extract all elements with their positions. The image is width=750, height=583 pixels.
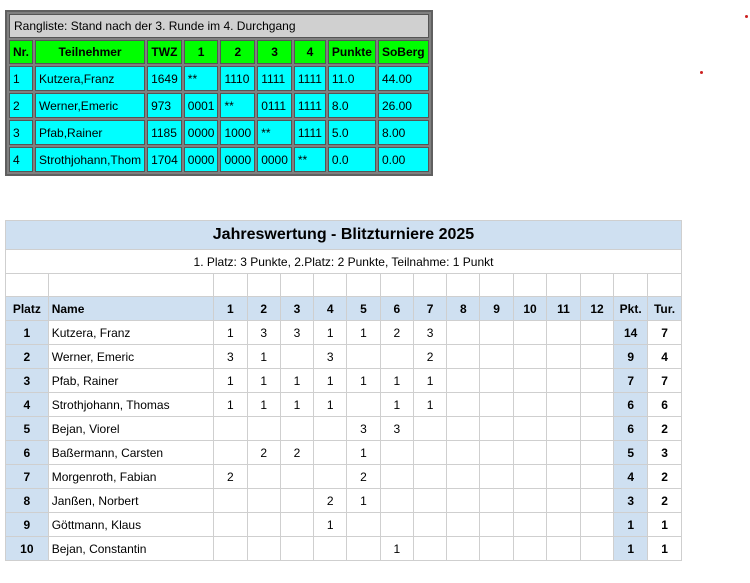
jahreswertung-header-cell: 5 [347, 297, 380, 321]
score-cell [480, 441, 513, 465]
jahreswertung-header-row [6, 297, 682, 321]
blank-row [6, 274, 682, 297]
jahreswertung-row [6, 537, 682, 561]
score-cell: 1 [413, 369, 446, 393]
score-cell [580, 441, 614, 465]
rangliste-row [9, 147, 429, 172]
jahreswertung-row [6, 369, 682, 393]
jahreswertung-header-cell: 6 [380, 297, 413, 321]
jahreswertung-row [6, 321, 682, 345]
score-cell [447, 417, 480, 441]
jahreswertung-header-cell: 10 [513, 297, 547, 321]
score-cell: 1 [247, 393, 280, 417]
score-cell [447, 489, 480, 513]
points-cell: 1 [614, 513, 648, 537]
score-cell [513, 537, 547, 561]
blank-cell [447, 274, 480, 297]
rangliste-row [9, 93, 429, 118]
rangliste-cell: 0001 [184, 93, 219, 118]
platz-cell: 6 [6, 441, 49, 465]
player-name: Kutzera, Franz [48, 321, 214, 345]
rangliste-cell: Werner,Emeric [35, 93, 145, 118]
blank-cell [6, 274, 49, 297]
score-cell: 1 [314, 369, 347, 393]
score-cell: 1 [413, 393, 446, 417]
score-cell [547, 513, 580, 537]
score-cell [513, 393, 547, 417]
score-cell [513, 465, 547, 489]
score-cell: 2 [280, 441, 313, 465]
score-cell: 3 [247, 321, 280, 345]
jahreswertung-row [6, 465, 682, 489]
blank-cell [280, 274, 313, 297]
platz-cell: 5 [6, 417, 49, 441]
platz-cell: 9 [6, 513, 49, 537]
rangliste-header-cell: 2 [220, 40, 255, 64]
platz-cell: 10 [6, 537, 49, 561]
tournaments-cell: 4 [648, 345, 682, 369]
points-cell: 5 [614, 441, 648, 465]
points-cell: 6 [614, 417, 648, 441]
rangliste-header-row [9, 40, 429, 64]
tournaments-cell: 2 [648, 465, 682, 489]
jahreswertung-header-cell: 4 [314, 297, 347, 321]
score-cell [580, 369, 614, 393]
jahreswertung-header-cell: 3 [280, 297, 313, 321]
score-cell [547, 417, 580, 441]
score-cell [447, 537, 480, 561]
score-cell [513, 321, 547, 345]
rangliste-cell: 1185 [147, 120, 182, 145]
rangliste-header-cell: 3 [257, 40, 292, 64]
score-cell [513, 369, 547, 393]
score-cell [480, 417, 513, 441]
blank-cell [314, 274, 347, 297]
blank-cell [513, 274, 547, 297]
score-cell [447, 369, 480, 393]
jahreswertung-subtitle: 1. Platz: 3 Punkte, 2.Platz: 2 Punkte, Teilnahme: 1 Punkt [6, 250, 682, 274]
points-cell: 1 [614, 537, 648, 561]
tournaments-cell: 1 [648, 537, 682, 561]
platz-cell: 3 [6, 369, 49, 393]
rangliste-cell: 11.0 [328, 66, 376, 91]
score-cell [247, 513, 280, 537]
rangliste-cell: 0000 [220, 147, 255, 172]
score-cell [347, 393, 380, 417]
rangliste-cell: 1 [9, 66, 33, 91]
score-cell: 1 [380, 369, 413, 393]
rangliste-header-cell: Nr. [9, 40, 33, 64]
rangliste-cell: 1110 [220, 66, 255, 91]
rangliste-header-cell: TWZ [147, 40, 182, 64]
player-name: Morgenroth, Fabian [48, 465, 214, 489]
rangliste-cell: 1704 [147, 147, 182, 172]
score-cell: 3 [314, 345, 347, 369]
score-cell [380, 489, 413, 513]
score-cell [547, 537, 580, 561]
player-name: Baßermann, Carsten [48, 441, 214, 465]
tournaments-cell: 6 [648, 393, 682, 417]
rangliste-cell: 0111 [257, 93, 292, 118]
rangliste-cell: Strothjohann,Thom [35, 147, 145, 172]
score-cell [513, 417, 547, 441]
rangliste-cell: ** [184, 66, 219, 91]
blank-cell [614, 274, 648, 297]
jahreswertung-header-cell: 12 [580, 297, 614, 321]
jahreswertung-header-cell: 1 [214, 297, 247, 321]
rangliste-cell: 1111 [294, 66, 326, 91]
rangliste-cell: 2 [9, 93, 33, 118]
jahreswertung-header-cell: Tur. [648, 297, 682, 321]
score-cell: 1 [214, 321, 247, 345]
rangliste-header-cell: Punkte [328, 40, 376, 64]
score-cell: 3 [347, 417, 380, 441]
rangliste-header-cell: SoBerg [378, 40, 429, 64]
score-cell: 1 [380, 537, 413, 561]
blank-cell [214, 274, 247, 297]
rangliste-cell: 26.00 [378, 93, 429, 118]
blank-cell [247, 274, 280, 297]
player-name: Göttmann, Klaus [48, 513, 214, 537]
score-cell [314, 537, 347, 561]
score-cell [314, 465, 347, 489]
player-name: Bejan, Constantin [48, 537, 214, 561]
score-cell: 1 [347, 369, 380, 393]
score-cell [580, 513, 614, 537]
score-cell: 1 [247, 369, 280, 393]
score-cell [447, 321, 480, 345]
score-cell: 1 [347, 321, 380, 345]
platz-cell: 8 [6, 489, 49, 513]
jahreswertung-title: Jahreswertung - Blitzturniere 2025 [6, 221, 682, 250]
blank-cell [547, 274, 580, 297]
jahreswertung-row [6, 513, 682, 537]
player-name: Strothjohann, Thomas [48, 393, 214, 417]
score-cell [247, 417, 280, 441]
score-cell [280, 513, 313, 537]
score-cell: 1 [314, 393, 347, 417]
score-cell: 1 [314, 321, 347, 345]
score-cell: 2 [247, 441, 280, 465]
score-cell [513, 441, 547, 465]
score-cell [413, 513, 446, 537]
score-cell [314, 417, 347, 441]
score-cell [214, 537, 247, 561]
score-cell: 1 [280, 393, 313, 417]
platz-cell: 2 [6, 345, 49, 369]
points-cell: 4 [614, 465, 648, 489]
rangliste-table [5, 10, 433, 176]
score-cell: 1 [214, 369, 247, 393]
rangliste-row [9, 66, 429, 91]
rangliste-cell: 0000 [184, 147, 219, 172]
rangliste-cell: 973 [147, 93, 182, 118]
score-cell [413, 417, 446, 441]
jahreswertung-header-cell: 9 [480, 297, 513, 321]
score-cell [513, 489, 547, 513]
jahreswertung-row [6, 441, 682, 465]
score-cell [580, 345, 614, 369]
points-cell: 6 [614, 393, 648, 417]
score-cell [580, 489, 614, 513]
jahreswertung-row [6, 345, 682, 369]
score-cell [280, 417, 313, 441]
score-cell [280, 537, 313, 561]
player-name: Janßen, Norbert [48, 489, 214, 513]
rangliste-cell: 1111 [257, 66, 292, 91]
player-name: Werner, Emeric [48, 345, 214, 369]
score-cell [547, 345, 580, 369]
rangliste-cell: 0.0 [328, 147, 376, 172]
jahreswertung-row [6, 393, 682, 417]
score-cell [413, 489, 446, 513]
score-cell [480, 489, 513, 513]
jahreswertung-table [5, 220, 682, 561]
score-cell [480, 393, 513, 417]
score-cell [447, 441, 480, 465]
jahreswertung-header-cell: Platz [6, 297, 49, 321]
score-cell [413, 441, 446, 465]
score-cell [547, 465, 580, 489]
score-cell [480, 369, 513, 393]
jahreswertung-header-cell: 2 [247, 297, 280, 321]
rangliste-title: Rangliste: Stand nach der 3. Runde im 4. Durchgang [9, 14, 429, 38]
tournaments-cell: 2 [648, 417, 682, 441]
score-cell [513, 345, 547, 369]
rangliste-cell: 0000 [184, 120, 219, 145]
score-cell [480, 513, 513, 537]
rangliste-header-cell: 1 [184, 40, 219, 64]
platz-cell: 4 [6, 393, 49, 417]
score-cell: 3 [214, 345, 247, 369]
score-cell [580, 321, 614, 345]
tournaments-cell: 1 [648, 513, 682, 537]
score-cell: 3 [413, 321, 446, 345]
score-cell [580, 537, 614, 561]
score-cell [547, 369, 580, 393]
jahreswertung-header-cell: 7 [413, 297, 446, 321]
score-cell: 2 [314, 489, 347, 513]
rangliste-cell: ** [294, 147, 326, 172]
jahreswertung-header-cell: 11 [547, 297, 580, 321]
red-dot [745, 15, 748, 18]
score-cell [547, 489, 580, 513]
score-cell [214, 417, 247, 441]
jahreswertung-row [6, 417, 682, 441]
blank-cell [48, 274, 214, 297]
score-cell: 2 [214, 465, 247, 489]
score-cell [247, 537, 280, 561]
score-cell [280, 345, 313, 369]
score-cell [447, 465, 480, 489]
rangliste-cell: 1649 [147, 66, 182, 91]
score-cell [347, 345, 380, 369]
score-cell [214, 489, 247, 513]
player-name: Pfab, Rainer [48, 369, 214, 393]
tournaments-cell: 3 [648, 441, 682, 465]
rangliste-header-cell: 4 [294, 40, 326, 64]
score-cell [214, 441, 247, 465]
rangliste-row [9, 120, 429, 145]
rangliste-cell: 8.0 [328, 93, 376, 118]
score-cell [380, 345, 413, 369]
score-cell [547, 321, 580, 345]
score-cell: 2 [347, 465, 380, 489]
rangliste-body [9, 66, 429, 172]
tournaments-cell: 7 [648, 321, 682, 345]
blank-cell [413, 274, 446, 297]
score-cell [214, 513, 247, 537]
score-cell: 1 [347, 489, 380, 513]
score-cell: 2 [413, 345, 446, 369]
rangliste-cell: Kutzera,Franz [35, 66, 145, 91]
jahreswertung-header-cell: Name [48, 297, 214, 321]
score-cell [280, 465, 313, 489]
points-cell: 3 [614, 489, 648, 513]
jahreswertung-header-cell: 8 [447, 297, 480, 321]
score-cell [413, 537, 446, 561]
platz-cell: 1 [6, 321, 49, 345]
rangliste-cell: 0000 [257, 147, 292, 172]
score-cell [513, 513, 547, 537]
points-cell: 9 [614, 345, 648, 369]
red-dot [700, 71, 703, 74]
score-cell [380, 465, 413, 489]
points-cell: 14 [614, 321, 648, 345]
rangliste-cell: ** [220, 93, 255, 118]
score-cell [580, 465, 614, 489]
jahreswertung-header-cell: Pkt. [614, 297, 648, 321]
score-cell [480, 537, 513, 561]
blank-cell [380, 274, 413, 297]
score-cell [347, 537, 380, 561]
player-name: Bejan, Viorel [48, 417, 214, 441]
blank-cell [648, 274, 682, 297]
rangliste-cell: Pfab,Rainer [35, 120, 145, 145]
score-cell: 1 [280, 369, 313, 393]
rangliste-cell: ** [257, 120, 292, 145]
score-cell [547, 441, 580, 465]
score-cell [480, 345, 513, 369]
score-cell: 1 [214, 393, 247, 417]
rangliste-cell: 1111 [294, 93, 326, 118]
rangliste-cell: 5.0 [328, 120, 376, 145]
score-cell [447, 513, 480, 537]
score-cell [247, 465, 280, 489]
platz-cell: 7 [6, 465, 49, 489]
points-cell: 7 [614, 369, 648, 393]
score-cell [580, 393, 614, 417]
blank-cell [480, 274, 513, 297]
score-cell [347, 513, 380, 537]
score-cell: 1 [380, 393, 413, 417]
tournaments-cell: 2 [648, 489, 682, 513]
rangliste-header-cell: Teilnehmer [35, 40, 145, 64]
blank-cell [580, 274, 614, 297]
score-cell [413, 465, 446, 489]
score-cell: 2 [380, 321, 413, 345]
rangliste-cell: 1000 [220, 120, 255, 145]
score-cell [314, 441, 347, 465]
score-cell [480, 465, 513, 489]
rangliste-cell: 4 [9, 147, 33, 172]
rangliste-cell: 3 [9, 120, 33, 145]
rangliste-cell: 44.00 [378, 66, 429, 91]
score-cell: 1 [314, 513, 347, 537]
rangliste-cell: 8.00 [378, 120, 429, 145]
score-cell [480, 321, 513, 345]
rangliste-cell: 1111 [294, 120, 326, 145]
score-cell: 3 [380, 417, 413, 441]
score-cell [247, 489, 280, 513]
rangliste-cell: 0.00 [378, 147, 429, 172]
jahreswertung-row [6, 489, 682, 513]
score-cell: 3 [280, 321, 313, 345]
score-cell: 1 [247, 345, 280, 369]
blank-cell [347, 274, 380, 297]
score-cell [280, 489, 313, 513]
score-cell [380, 513, 413, 537]
tournaments-cell: 7 [648, 369, 682, 393]
score-cell [380, 441, 413, 465]
score-cell: 1 [347, 441, 380, 465]
score-cell [447, 345, 480, 369]
score-cell [447, 393, 480, 417]
score-cell [580, 417, 614, 441]
score-cell [547, 393, 580, 417]
